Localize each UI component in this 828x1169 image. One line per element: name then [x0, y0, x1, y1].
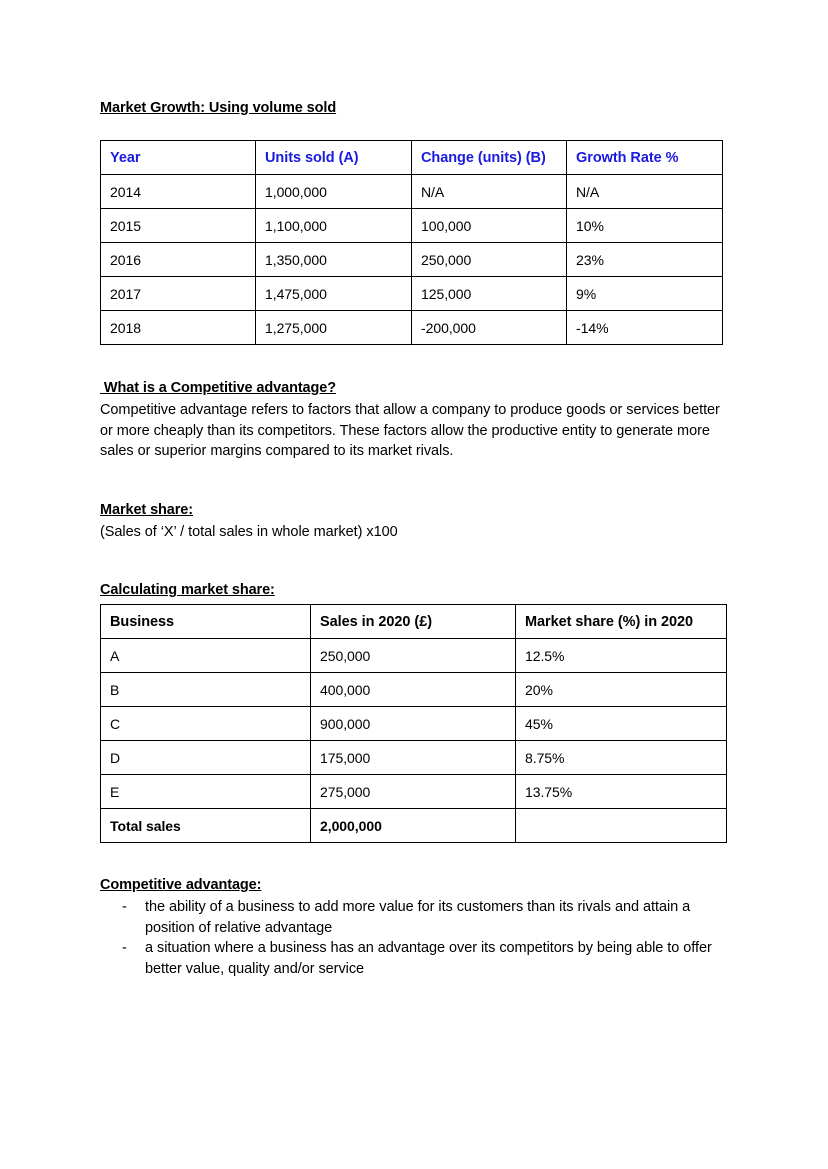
- market-share-table: [100, 604, 727, 843]
- cell-growth-rate: 23%: [567, 243, 723, 277]
- market-growth-heading: [100, 99, 336, 118]
- table-header-row: [101, 605, 727, 639]
- column-header-business: Business: [101, 605, 311, 639]
- cell-business: A: [101, 639, 311, 673]
- cell-units-sold: 1,100,000: [256, 209, 412, 243]
- calculating-market-share-heading: [100, 581, 275, 600]
- table-row: [101, 175, 723, 209]
- table-row: [101, 277, 723, 311]
- column-header-sales-2020: Sales in 2020 (£): [311, 605, 516, 639]
- cell-sales: 250,000: [311, 639, 516, 673]
- cell-units-sold: 1,000,000: [256, 175, 412, 209]
- column-header-change-units: Change (units) (B): [412, 141, 567, 175]
- column-header-units-sold: Units sold (A): [256, 141, 412, 175]
- market-share-heading-text: Market share:: [100, 502, 193, 518]
- list-item: [100, 897, 720, 938]
- cell-growth-rate: 9%: [567, 277, 723, 311]
- table-header-row: [101, 141, 723, 175]
- competitive-advantage-bullet-list: [100, 897, 728, 979]
- cell-year: 2015: [101, 209, 256, 243]
- cell-sales: 175,000: [311, 741, 516, 775]
- list-item: [100, 938, 720, 979]
- cell-total-sales: 2,000,000: [311, 809, 516, 843]
- table-row: [101, 707, 727, 741]
- cell-growth-rate: N/A: [567, 175, 723, 209]
- market-growth-heading-text: Market Growth: Using volume sold: [100, 100, 337, 116]
- cell-total-label: Total sales: [101, 809, 311, 843]
- column-header-year: Year: [101, 141, 256, 175]
- table-row: [101, 639, 727, 673]
- cell-market-share: 45%: [516, 707, 727, 741]
- competitive-advantage-heading: [100, 379, 336, 398]
- cell-sales: 275,000: [311, 775, 516, 809]
- market-share-formula: (Sales of ‘X’ / total sales in whole market) x100: [100, 524, 398, 540]
- cell-units-sold: 1,275,000: [256, 311, 412, 345]
- cell-year: 2018: [101, 311, 256, 345]
- cell-market-share: 13.75%: [516, 775, 727, 809]
- table-row: [101, 311, 723, 345]
- cell-units-sold: 1,475,000: [256, 277, 412, 311]
- table-row: [101, 673, 727, 707]
- competitive-advantage-definition-heading-text: Competitive advantage:: [100, 877, 262, 893]
- cell-sales: 400,000: [311, 673, 516, 707]
- dash-marker-icon: -: [122, 940, 127, 956]
- cell-year: 2017: [101, 277, 256, 311]
- competitive-advantage-heading-text: What is a Competitive advantage?: [100, 380, 336, 396]
- cell-units-sold: 1,350,000: [256, 243, 412, 277]
- cell-market-share: 12.5%: [516, 639, 727, 673]
- cell-growth-rate: 10%: [567, 209, 723, 243]
- cell-business: D: [101, 741, 311, 775]
- cell-business: C: [101, 707, 311, 741]
- cell-change: N/A: [412, 175, 567, 209]
- cell-change: 250,000: [412, 243, 567, 277]
- cell-business: E: [101, 775, 311, 809]
- cell-year: 2014: [101, 175, 256, 209]
- calculating-market-share-heading-text: Calculating market share:: [100, 582, 275, 598]
- table-row: [101, 741, 727, 775]
- cell-business: B: [101, 673, 311, 707]
- cell-market-share: 20%: [516, 673, 727, 707]
- table-total-row: [101, 809, 727, 843]
- table-row: [101, 209, 723, 243]
- cell-growth-rate: -14%: [567, 311, 723, 345]
- cell-year: 2016: [101, 243, 256, 277]
- cell-change: 125,000: [412, 277, 567, 311]
- competitive-advantage-paragraph: Competitive advantage refers to factors that allow a company to produce goods or services better or more cheaply than its competitors. These factors allow the productive entity to generate more sales or superior margins compared to its market rivals.: [100, 402, 720, 459]
- market-growth-table: [100, 140, 723, 345]
- column-header-growth-rate: Growth Rate %: [567, 141, 723, 175]
- list-item-text: a situation where a business has an advantage over its competitors by being able to offer better value, quality and/or service: [145, 940, 712, 977]
- cell-market-share: 8.75%: [516, 741, 727, 775]
- market-share-heading: [100, 501, 193, 520]
- list-item-text: the ability of a business to add more value for its customers than its rivals and attain a position of relative advantage: [145, 899, 691, 936]
- table-row: [101, 775, 727, 809]
- table-row: [101, 243, 723, 277]
- cell-total-market-share: [516, 809, 727, 843]
- dash-marker-icon: -: [122, 899, 127, 915]
- competitive-advantage-definition-heading: [100, 876, 261, 895]
- cell-change: 100,000: [412, 209, 567, 243]
- column-header-market-share: Market share (%) in 2020: [516, 605, 727, 639]
- cell-sales: 900,000: [311, 707, 516, 741]
- cell-change: -200,000: [412, 311, 567, 345]
